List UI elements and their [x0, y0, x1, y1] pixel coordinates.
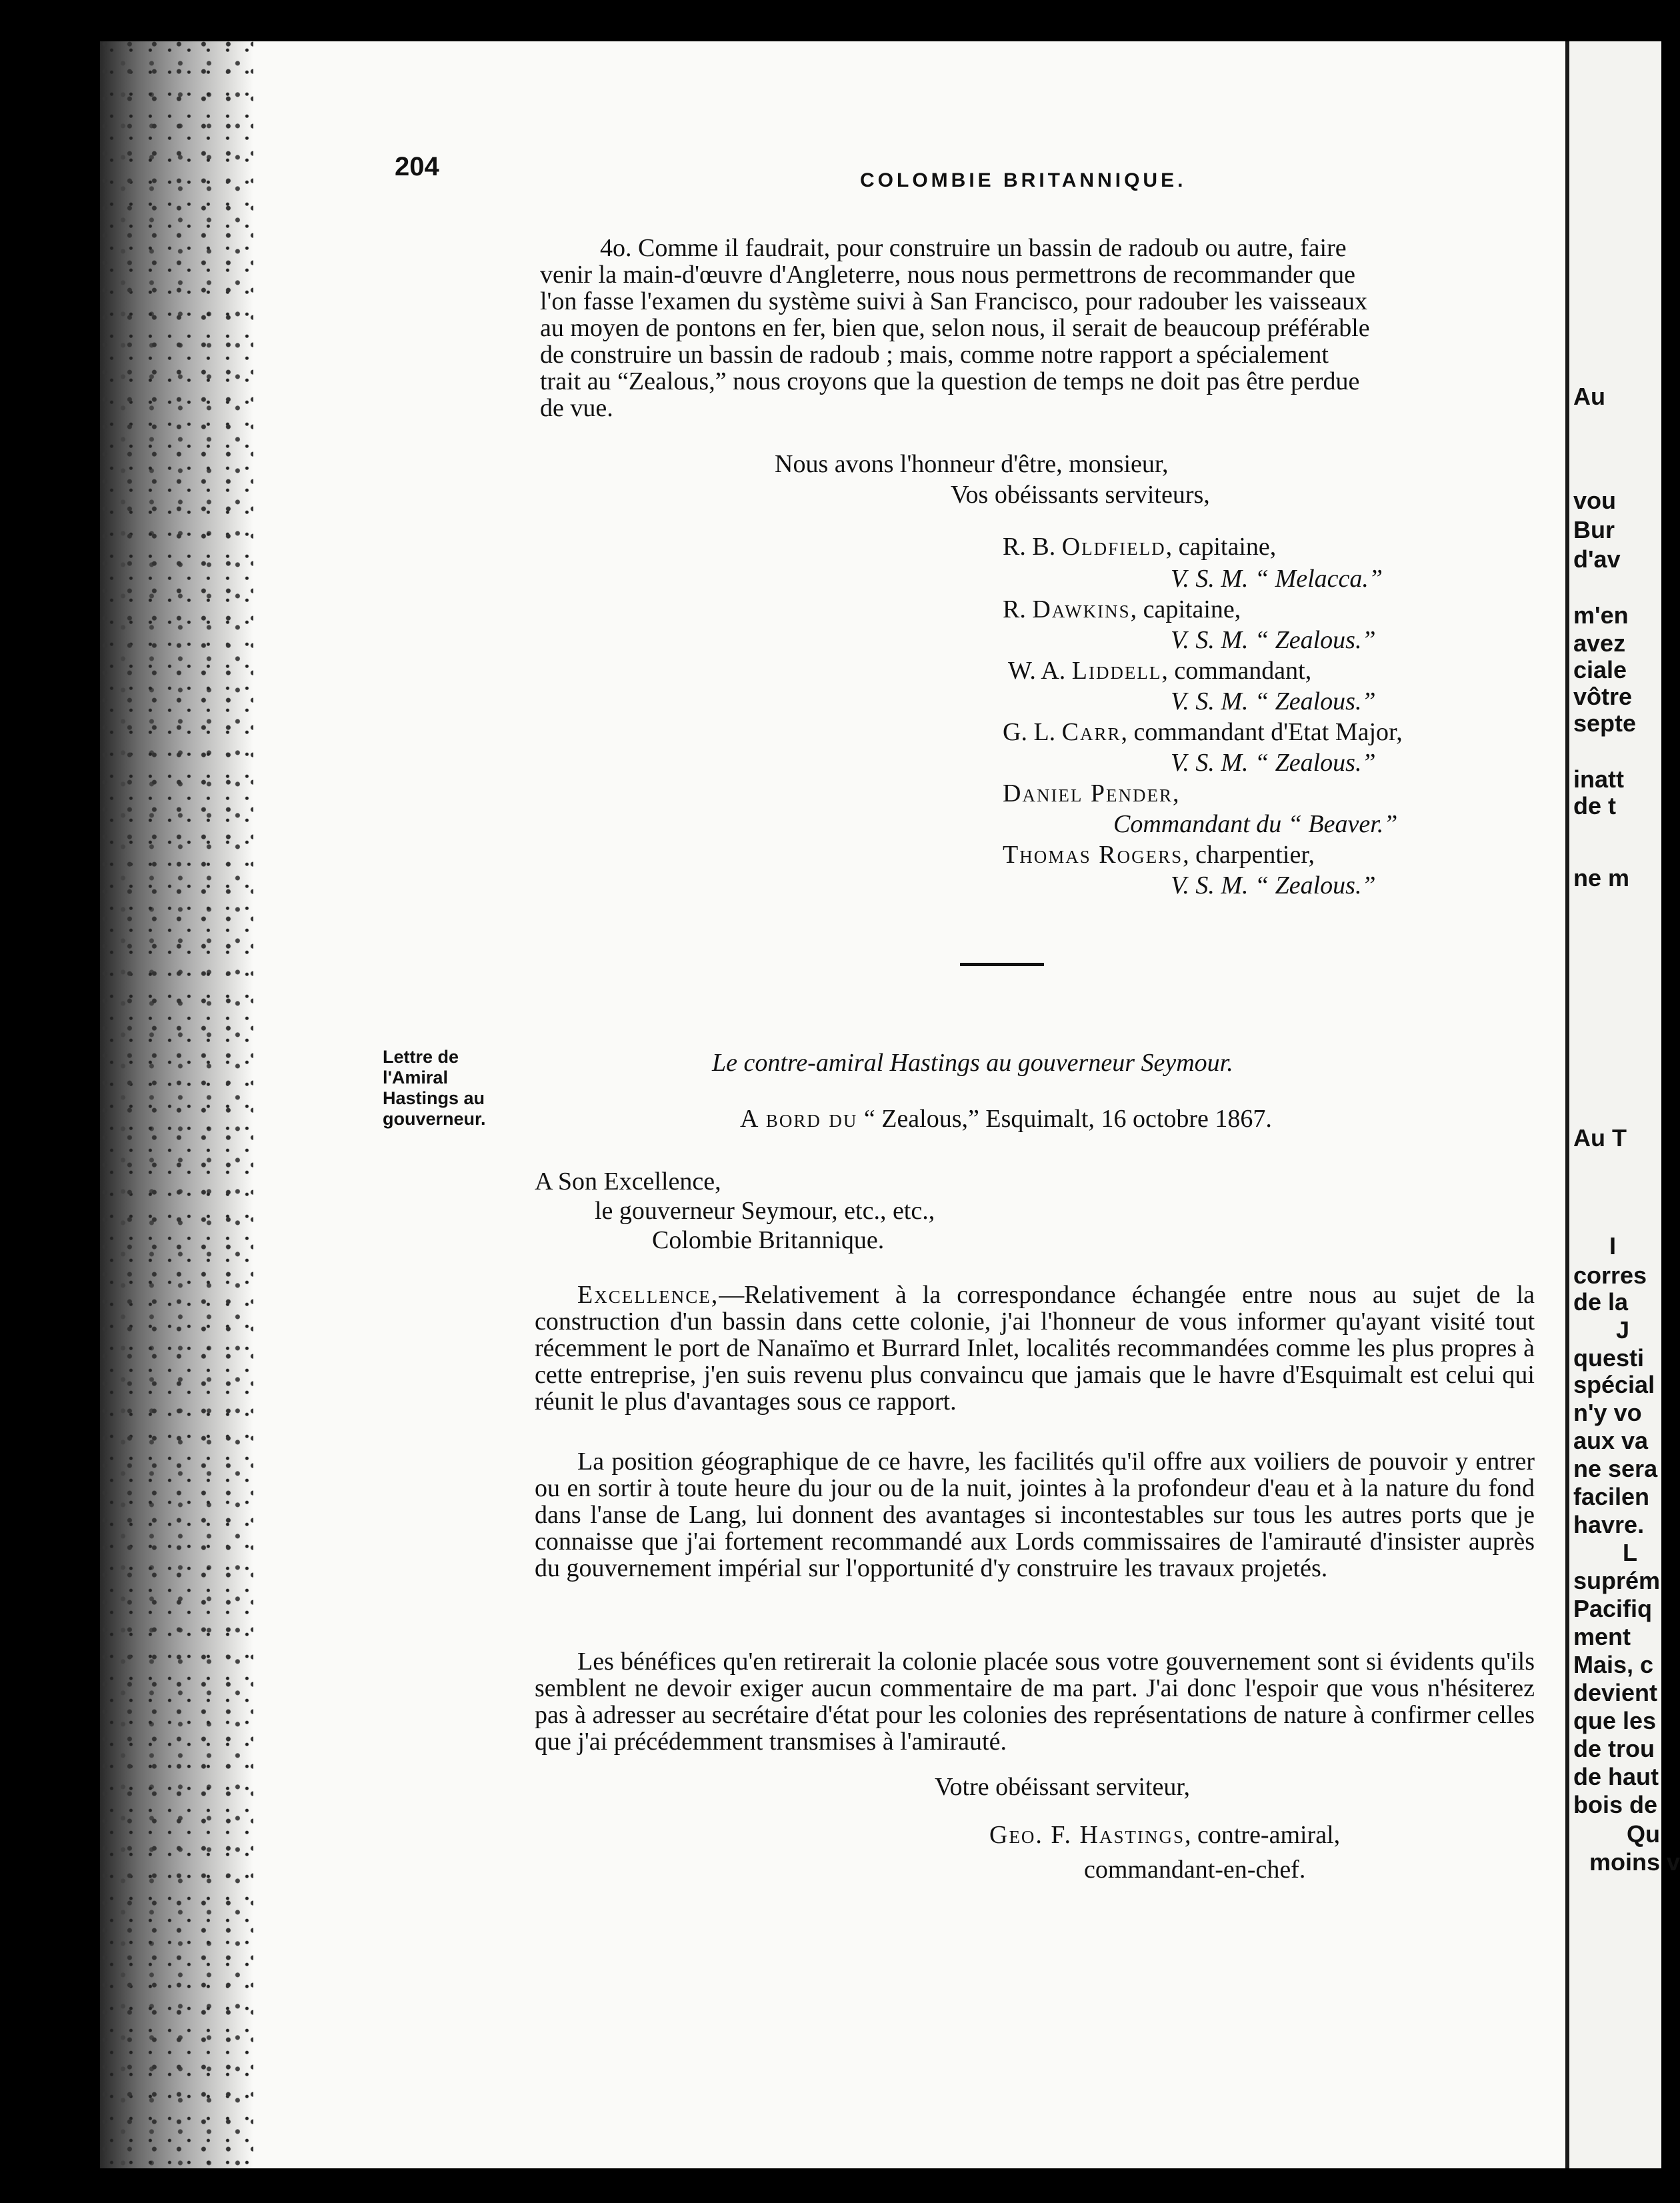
adjacent-text: inatt [1573, 765, 1624, 793]
signature: Geo. F. Hastings, contre-amiral, [989, 1821, 1341, 1849]
margin-note-line: Hastings au [383, 1088, 485, 1108]
adjacent-text: ne sera [1573, 1455, 1658, 1482]
report-line: l'on fasse l'examen du système suivi à San Francisco, pour radouber les vaisseaux [540, 287, 1367, 315]
adjacent-text: spécial [1573, 1371, 1655, 1398]
signatory-ship: V. S. M. “ Zealous.” [1171, 687, 1376, 715]
running-title: COLOMBIE BRITANNIQUE. [860, 169, 1187, 191]
address-line: A Son Excellence, [535, 1168, 721, 1196]
adjacent-text: m'en [1573, 601, 1629, 629]
adjacent-text: Au T [1573, 1124, 1627, 1152]
adjacent-text: n'y vo [1573, 1399, 1642, 1426]
adjacent-text: de la [1573, 1288, 1629, 1316]
signatory-name: Daniel Pender, [1003, 779, 1179, 807]
adjacent-text: de haut [1573, 1763, 1659, 1790]
signatory-ship: V. S. M. “ Zealous.” [1171, 626, 1376, 654]
adjacent-text: ne m [1573, 864, 1630, 891]
scan-border-top [0, 0, 1657, 41]
margin-note-line: gouverneur. [383, 1109, 486, 1129]
signatory-name: W. A. Liddell, commandant, [1008, 657, 1312, 685]
adjacent-text: I [1609, 1232, 1617, 1260]
adjacent-text: suprém [1573, 1567, 1661, 1594]
signatory-name: R. Dawkins, capitaine, [1003, 595, 1241, 623]
adjacent-text: ciale [1573, 656, 1627, 683]
adjacent-text: Au [1573, 383, 1605, 410]
signatory-ship: V. S. M. “ Zealous.” [1171, 749, 1376, 777]
adjacent-text: aux va [1573, 1427, 1649, 1454]
adjacent-text: avez [1573, 629, 1626, 657]
adjacent-text: corres [1573, 1262, 1647, 1289]
signatory-name: Thomas Rogers, charpentier, [1003, 841, 1315, 869]
adjacent-text: questi [1573, 1344, 1645, 1372]
report-line: au moyen de pontons en fer, bien que, selon nous, il serait de beaucoup préférable [540, 314, 1370, 342]
letter-paragraph: Excellence,—Relativement à la correspondance échangée entre nous au sujet de la construction d'un bassin dans cette colonie, j'ai l'honneur de vous informer qu'ayant visité tout récemment le port de Nanaïmo et Burrard Inlet, localités recommandées comme les plus propres à cette entreprise, j'en suis revenu plus convaincu que jamais que le havre d'Esquimalt est celui qui réunit le plus d'avantages sous ce rapport. [535, 1281, 1535, 1416]
adjacent-text: d'av [1573, 545, 1621, 573]
address-line: le gouverneur Seymour, etc., etc., [595, 1197, 935, 1225]
report-line: de construire un bassin de radoub ; mais, comme notre rapport a spécialement [540, 341, 1329, 369]
report-line: de vue. [540, 394, 613, 422]
signatory-ship: V. S. M. “ Zealous.” [1171, 871, 1376, 899]
adjacent-text: Mais, c [1573, 1651, 1654, 1678]
adjacent-text: moins v [1589, 1848, 1680, 1876]
margin-note-line: Lettre de [383, 1047, 459, 1067]
signatory-name: G. L. Carr, commandant d'Etat Major, [1003, 718, 1403, 746]
adjacent-text: ment [1573, 1623, 1631, 1650]
adjacent-text: bois de [1573, 1791, 1658, 1818]
margin-note-line: l'Amiral [383, 1067, 448, 1087]
report-closing: Nous avons l'honneur d'être, monsieur, [775, 450, 1169, 478]
report-closing-2: Vos obéissants serviteurs, [951, 481, 1210, 509]
margin-note [383, 1047, 486, 1130]
adjacent-text: de t [1573, 792, 1617, 819]
adjacent-text: havre. [1573, 1511, 1645, 1538]
section-divider [960, 963, 1044, 966]
report-line: 4o. Comme il faudrait, pour construire un bassin de radoub ou autre, faire [600, 234, 1347, 262]
scan-border-bottom [0, 2168, 1657, 2203]
adjacent-text: Bur [1573, 516, 1615, 543]
adjacent-text: vou [1573, 487, 1617, 514]
letter-closing: Votre obéissant serviteur, [935, 1773, 1190, 1801]
document-page [100, 41, 1565, 2168]
adjacent-text: septe [1573, 709, 1637, 737]
letter-title: Le contre-amiral Hastings au gouverneur Seymour. [712, 1049, 1233, 1077]
adjacent-text: vôtre [1573, 683, 1633, 710]
adjacent-text: L [1623, 1539, 1637, 1566]
adjacent-text: que les [1573, 1707, 1657, 1734]
signatory-ship: V. S. M. “ Melacca.” [1171, 565, 1383, 593]
salutation: Excellence, [577, 1281, 719, 1309]
adjacent-text: J [1616, 1316, 1630, 1344]
signature-title: commandant-en-chef. [1084, 1856, 1306, 1884]
page-binding-shadow [100, 41, 253, 2168]
signatory-ship: Commandant du “ Beaver.” [1113, 810, 1398, 838]
letter-dateline: A bord du “ Zealous,” Esquimalt, 16 octobre 1867. [740, 1105, 1272, 1133]
report-line: trait au “Zealous,” nous croyons que la question de temps ne doit pas être perdue [540, 367, 1360, 395]
adjacent-text: de trou [1573, 1735, 1655, 1762]
adjacent-text: Pacifiq [1573, 1595, 1653, 1622]
page-number: 204 [395, 152, 439, 181]
adjacent-text: facilen [1573, 1483, 1650, 1510]
address-line: Colombie Britannique. [652, 1226, 885, 1254]
adjacent-text: Qu [1627, 1820, 1660, 1848]
adjacent-text: devient [1573, 1679, 1658, 1706]
letter-paragraph: La position géographique de ce havre, les facilités qu'il offre aux voiliers de pouvoir y entrer ou en sortir à toute heure du jour ou de la nuit, jointes à la profondeur d'eau et à la nature du fond dans l'anse de Lang, lui donnent des avantages si incontestables sur tous les autres ports que je connaisse que j'ai fortement recommandé aux Lords commissaires de l'amirauté d'insister auprès du gouvernement impérial sur l'opportunité d'y construire les travaux projetés. [535, 1448, 1535, 1582]
adjacent-page-fragment [1565, 41, 1680, 2168]
report-line: venir la main-d'œuvre d'Angleterre, nous nous permettrons de recommander que [540, 261, 1355, 289]
letter-paragraph: Les bénéfices qu'en retirerait la colonie placée sous votre gouvernement sont si évidents qu'ils semblent ne devoir exiger aucun commentaire de ma part. J'ai donc l'espoir que vous n'hésiterez pas à adresser au secrétaire d'état pour les colonies des représentations de nature à confirmer celles que j'ai précédemment transmises à l'amirauté. [535, 1648, 1535, 1756]
signatory-name: R. B. Oldfield, capitaine, [1003, 533, 1277, 561]
